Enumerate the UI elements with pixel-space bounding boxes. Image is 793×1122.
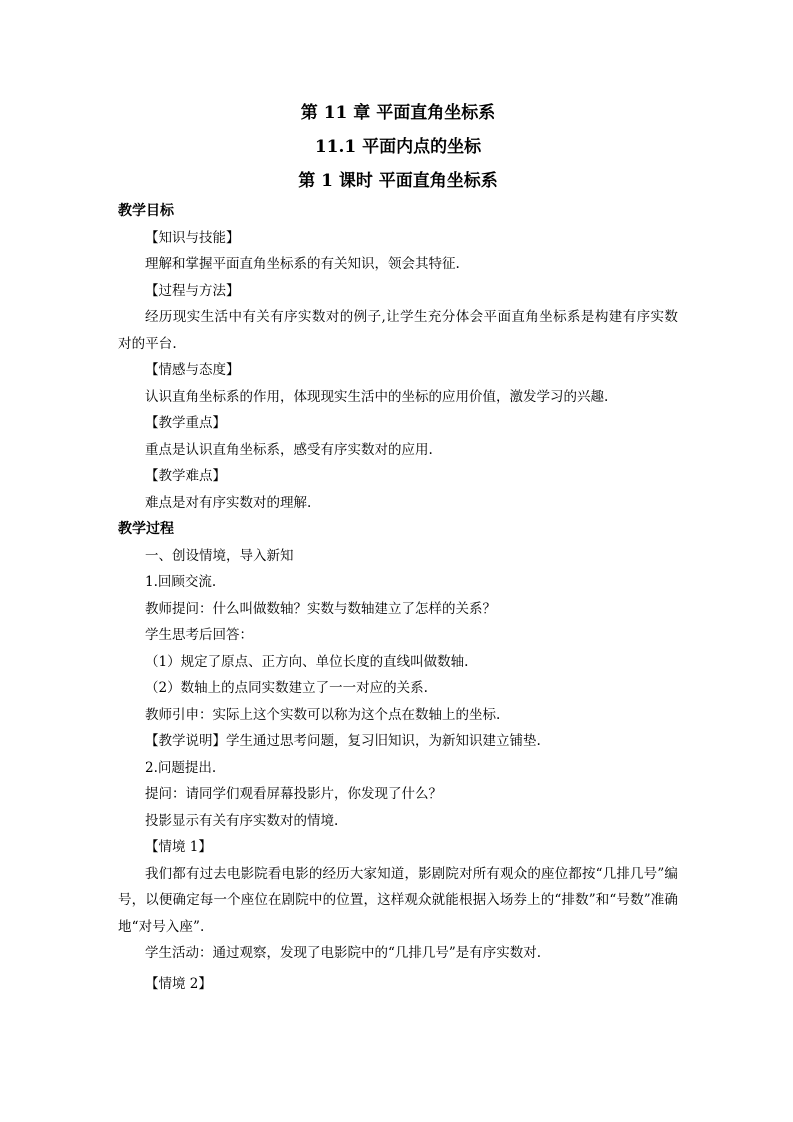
- process-line: 一、创设情境，导入新知: [145, 547, 294, 564]
- process-method-text: 经历现实生活中有关有序实数对的例子,让学生充分体会平面直角坐标系是构建有序实数对的平台.: [118, 309, 678, 352]
- process-line: 教师提问：什么叫做数轴？实数与数轴建立了怎样的关系？: [145, 600, 496, 617]
- activity-text: 学生活动：通过观察，发现了电影院中的“几排几号”是有序实数对.: [145, 945, 542, 961]
- emotion-text: 认识直角坐标系的作用，体现现实生活中的坐标的应用价值，激发学习的兴趣.: [145, 388, 609, 405]
- document-page: [118, 96, 678, 997]
- process-line: 【教学说明】学生通过思考问题，复习旧知识，为新知识建立铺垫.: [145, 733, 541, 749]
- key-point-label: 【教学重点】: [145, 415, 226, 431]
- process-line: （2）数轴上的点同实数建立了一一对应的关系.: [145, 680, 428, 696]
- process-line: 教师引申：实际上这个实数可以称为这个点在数轴上的坐标.: [145, 706, 501, 723]
- knowledge-text: 理解和掌握平面直角坐标系的有关知识，领会其特征.: [145, 256, 460, 272]
- scene2-label: 【情境 2】: [145, 975, 212, 992]
- knowledge-label: 【知识与技能】: [145, 229, 240, 246]
- difficulty-text: 难点是对有序实数对的理解.: [145, 494, 312, 511]
- process-line: 提问：请同学们观看屏幕投影片，你发现了什么？: [145, 786, 442, 802]
- process-method-label: 【过程与方法】: [145, 282, 240, 299]
- section-title: 11.1 平面内点的坐标: [314, 137, 482, 157]
- key-point-text: 重点是认识直角坐标系，感受有序实数对的应用.: [145, 441, 433, 458]
- process-line: 1.回顾交流.: [145, 574, 217, 590]
- scene1-text: 我们都有过去电影院看电影的经历大家知道，影剧院对所有观众的座位都按“几排几号”编号，以便确定每一个座位在剧院中的位置，这样观众就能根据入场券上的“排数”和“号数”准确地“对号入座”.: [118, 865, 678, 935]
- scene1-label: 【情境 1】: [145, 839, 212, 855]
- process-line: 2.问题提出.: [145, 759, 217, 776]
- difficulty-label: 【教学难点】: [145, 468, 226, 484]
- lesson-title: 第 1 课时 平面直角坐标系: [298, 171, 498, 191]
- emotion-label: 【情感与态度】: [145, 362, 240, 378]
- process-line: （1）规定了原点、正方向、单位长度的直线叫做数轴.: [145, 653, 469, 670]
- chapter-title: 第 11 章 平面直角坐标系: [300, 103, 496, 123]
- process-heading: 教学过程: [118, 521, 174, 537]
- process-line: 投影显示有关有序实数对的情境.: [145, 812, 339, 829]
- process-line: 学生思考后回答：: [145, 627, 253, 643]
- goals-heading: 教学目标: [118, 203, 174, 219]
